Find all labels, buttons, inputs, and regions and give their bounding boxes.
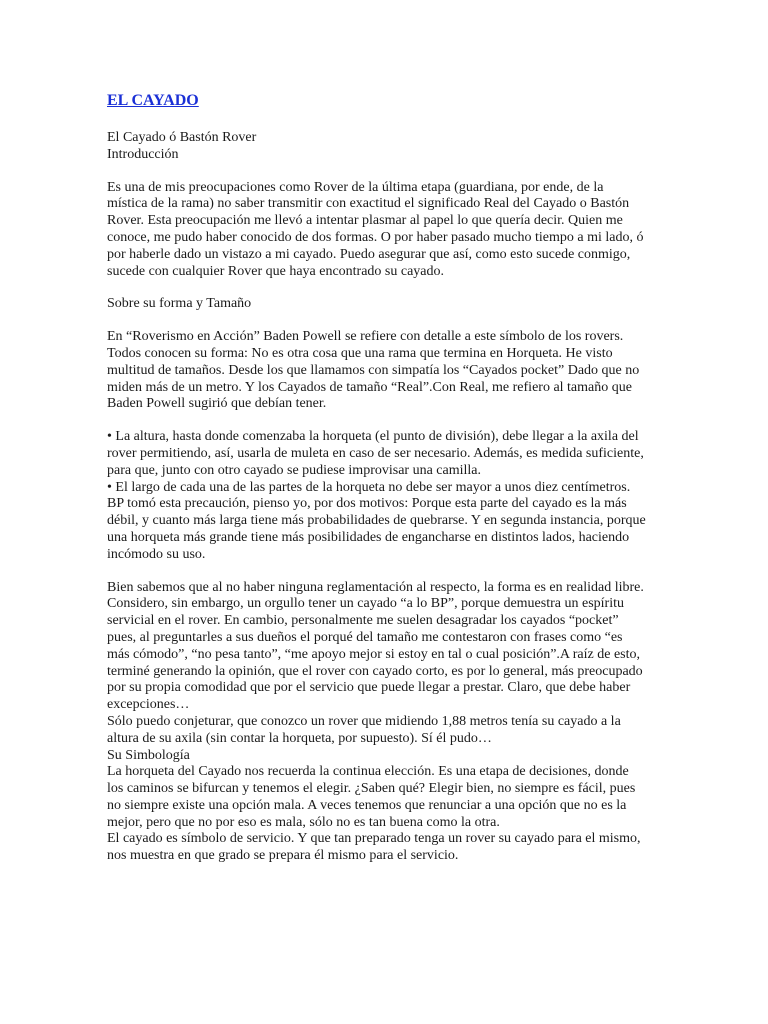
section-heading-simbologia: Su Simbología: [107, 747, 190, 763]
intro-paragraph: Es una de mis preocupaciones como Rover de la última etapa (guardiana, por ende, de la mística de la rama) no saber transmitir con exactitud el significado Real del Cayado o Bastón Rover. Esta preocupación me llevó a intentar plasmar al papel lo que quería decir. Quien me conoce, me pudo haber conocido de dos formas. O por haber pasado mucho tiempo a mi lado, ó por haberle dado un vistazo a mi cayado. Puedo asegurar que así, como esto sucede conmigo, sucede con cualquier Rover que haya encontrado su cayado.: [107, 179, 644, 279]
document-title[interactable]: EL CAYADO: [107, 92, 199, 109]
bullet-altura: • La altura, hasta donde comenzaba la horqueta (el punto de división), debe llegar a la axila del rover permitiendo, así, usarla de muleta en caso de ser necesario. Además, es medida suficiente, para que, junto con otro cayado se pudiese improvisar una camilla.: [107, 429, 644, 478]
section-heading-forma: Sobre su forma y Tamaño: [107, 296, 252, 312]
simbologia-paragraph-2: El cayado es símbolo de servicio. Y que tan preparado tenga un rover su cayado para el mismo, nos muestra en que grado se prepara él mismo para el servicio.: [107, 831, 641, 864]
forma-paragraph-3: Sólo puedo conjeturar, que conozco un rover que midiendo 1,88 metros tenía su cayado a la altura de su axila (sin contar la horqueta, por supuesto). Sí él pudo…: [107, 713, 621, 746]
section-label-introduccion: Introducción: [107, 146, 179, 162]
subtitle: El Cayado ó Bastón Rover: [107, 130, 257, 145]
forma-paragraph-2: Bien sabemos que al no haber ninguna reglamentación al respecto, la forma es en realidad libre. Considero, sin embargo, un orgullo tener un cayado “a lo BP”, porque demuestra un espíritu servicial en el rover. En cambio, personalmente me suelen desagradar los cayados “pocket” pues, al preguntarles a sus dueños el porqué del tamaño me contestaron con frases como “es más cómodo”, “no pesa tanto”, “me apoyo mejor si estoy en tal o cual posición”.A raíz de esto, terminé generando la opinión, que el rover con cayado corto, es por lo general, más preocupado por su propia comodidad que por el servicio que puede llegar a prestar. Claro, que debe haber excepciones…: [107, 579, 644, 713]
forma-paragraph-1: En “Roverismo en Acción” Baden Powell se refiere con detalle a este símbolo de los rovers. Todos conocen su forma: No es otra cosa que una rama que termina en Horqueta. He visto multitud de tamaños. Desde los que llamamos con simpatía los “Cayados pocket” Dado que no miden más de un metro. Y los Cayados de tamaño “Real”.Con Real, me refiero al tamaño que Baden Powell sugirió que debían tener.: [107, 329, 640, 412]
simbologia-paragraph-1: La horqueta del Cayado nos recuerda la continua elección. Es una etapa de decisiones, donde los caminos se bifurcan y tenemos el elegir. ¿Saben qué? Elegir bien, no siempre es fácil, pues no siempre existe una opción mala. A veces tenemos que renunciar a una opción que no es la mejor, pero que no por eso es mala, sólo no es tan buena como la otra.: [107, 764, 636, 830]
document-body: [107, 91, 647, 865]
bullet-largo: • El largo de cada una de las partes de la horqueta no debe ser mayor a unos diez centímetros. BP tomó esta precaución, pienso yo, por dos motivos: Porque esta parte del cayado es la más débil, y cuanto más larga tiene más probabilidades de quebrarse. Y en segunda instancia, porque una horqueta más grande tiene más posibilidades de engancharse en distintos lados, haciendo incómodo su uso.: [107, 479, 646, 562]
